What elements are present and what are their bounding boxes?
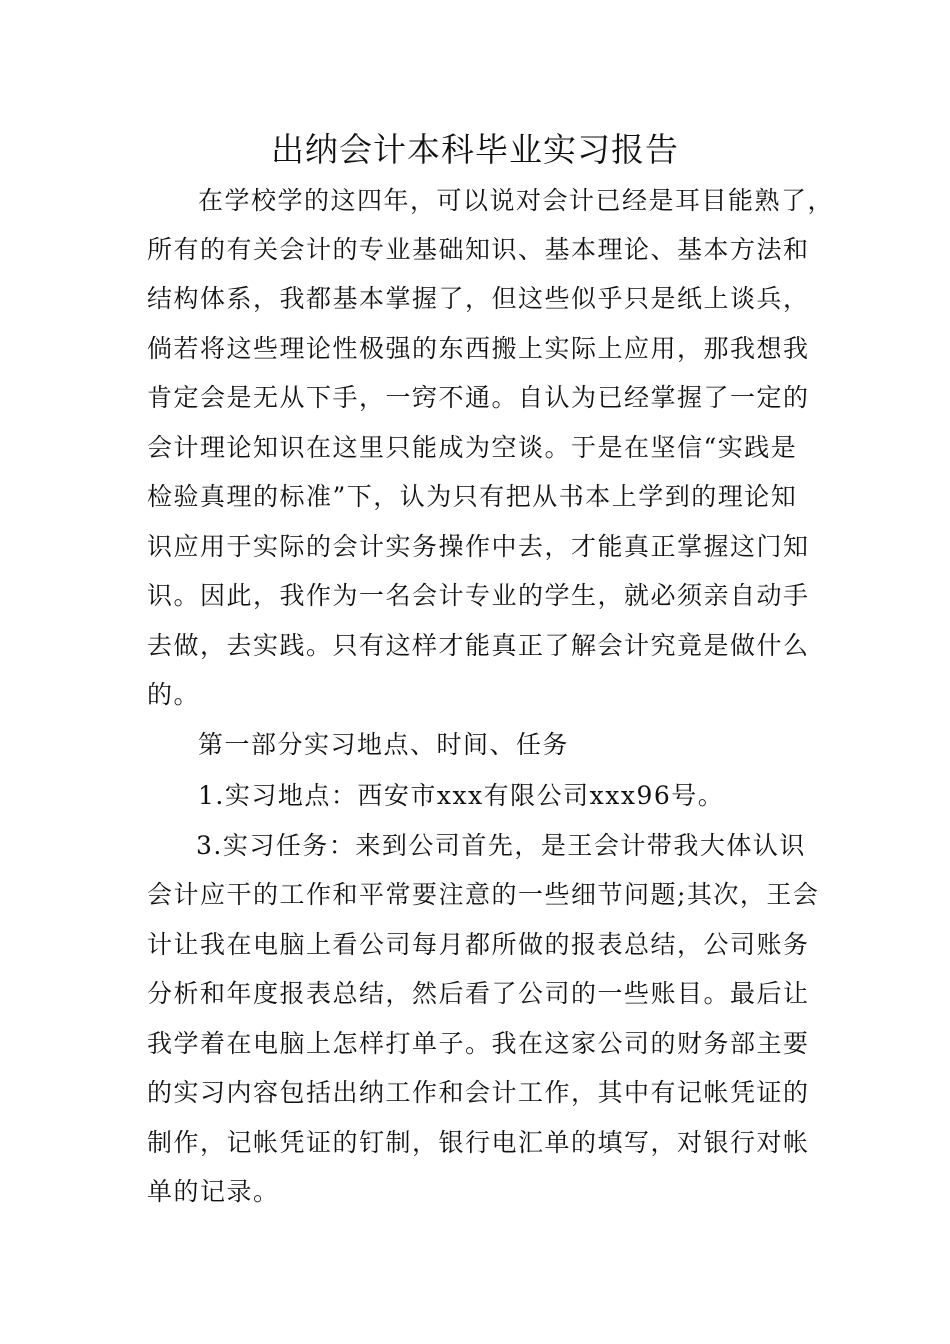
item3-line: 计让我在电脑上看公司每月都所做的报表总结，公司账务 [147, 930, 810, 959]
paragraph1-line: 识。因此，我作为一名会计专业的学生，就必须亲自动手 [147, 581, 810, 610]
paragraph1-line: 识应用于实际的会计实务操作中去，才能真正掌握这门知 [147, 532, 810, 561]
section-heading: 第一部分实习地点、时间、任务 [198, 730, 570, 759]
paragraph1-line: 倘若将这些理论性极强的东西搬上实际上应用，那我想我 [147, 334, 810, 363]
item3-line: 单的记录。 [147, 1177, 280, 1206]
paragraph1-line: 检验真理的标准”下，认为只有把从书本上学到的理论知 [147, 482, 798, 511]
paragraph1-line: 去做，去实践。只有这样才能真正了解会计究竟是做什么 [147, 631, 810, 660]
item3-line: 的实习内容包括出纳工作和会计工作，其中有记帐凭证的 [147, 1078, 810, 1107]
paragraph1-line: 结构体系，我都基本掌握了，但这些似乎只是纸上谈兵， [147, 284, 810, 313]
item3-line: 我学着在电脑上怎样打单子。我在这家公司的财务部主要 [147, 1029, 810, 1058]
paragraph1-line: 肯定会是无从下手，一窍不通。自认为已经掌握了一定的 [147, 383, 810, 412]
item1-line: 1.实习地点：西安市xxx有限公司xxx96号。 [198, 781, 725, 810]
paragraph1-line: 在学校学的这四年，可以说对会计已经是耳目能熟了， [198, 186, 835, 215]
paragraph1-line: 所有的有关会计的专业基础知识、基本理论、基本方法和 [147, 235, 810, 264]
item3-line: 分析和年度报表总结，然后看了公司的一些账目。最后让 [147, 979, 810, 1008]
item3-line: 3.实习任务：来到公司首先，是王会计带我大体认识 [196, 831, 806, 860]
paragraph1-line: 会计理论知识在这里只能成为空谈。于是在坚信“实践是 [147, 433, 798, 462]
document-title: 出纳会计本科毕业实习报告 [271, 130, 679, 169]
item3-line: 制作，记帐凭证的钉制，银行电汇单的填写，对银行对帐 [147, 1128, 810, 1157]
item3-line: 会计应干的工作和平常要注意的一些细节问题;其次，王会 [147, 880, 820, 909]
paragraph1-line: 的。 [147, 680, 201, 709]
